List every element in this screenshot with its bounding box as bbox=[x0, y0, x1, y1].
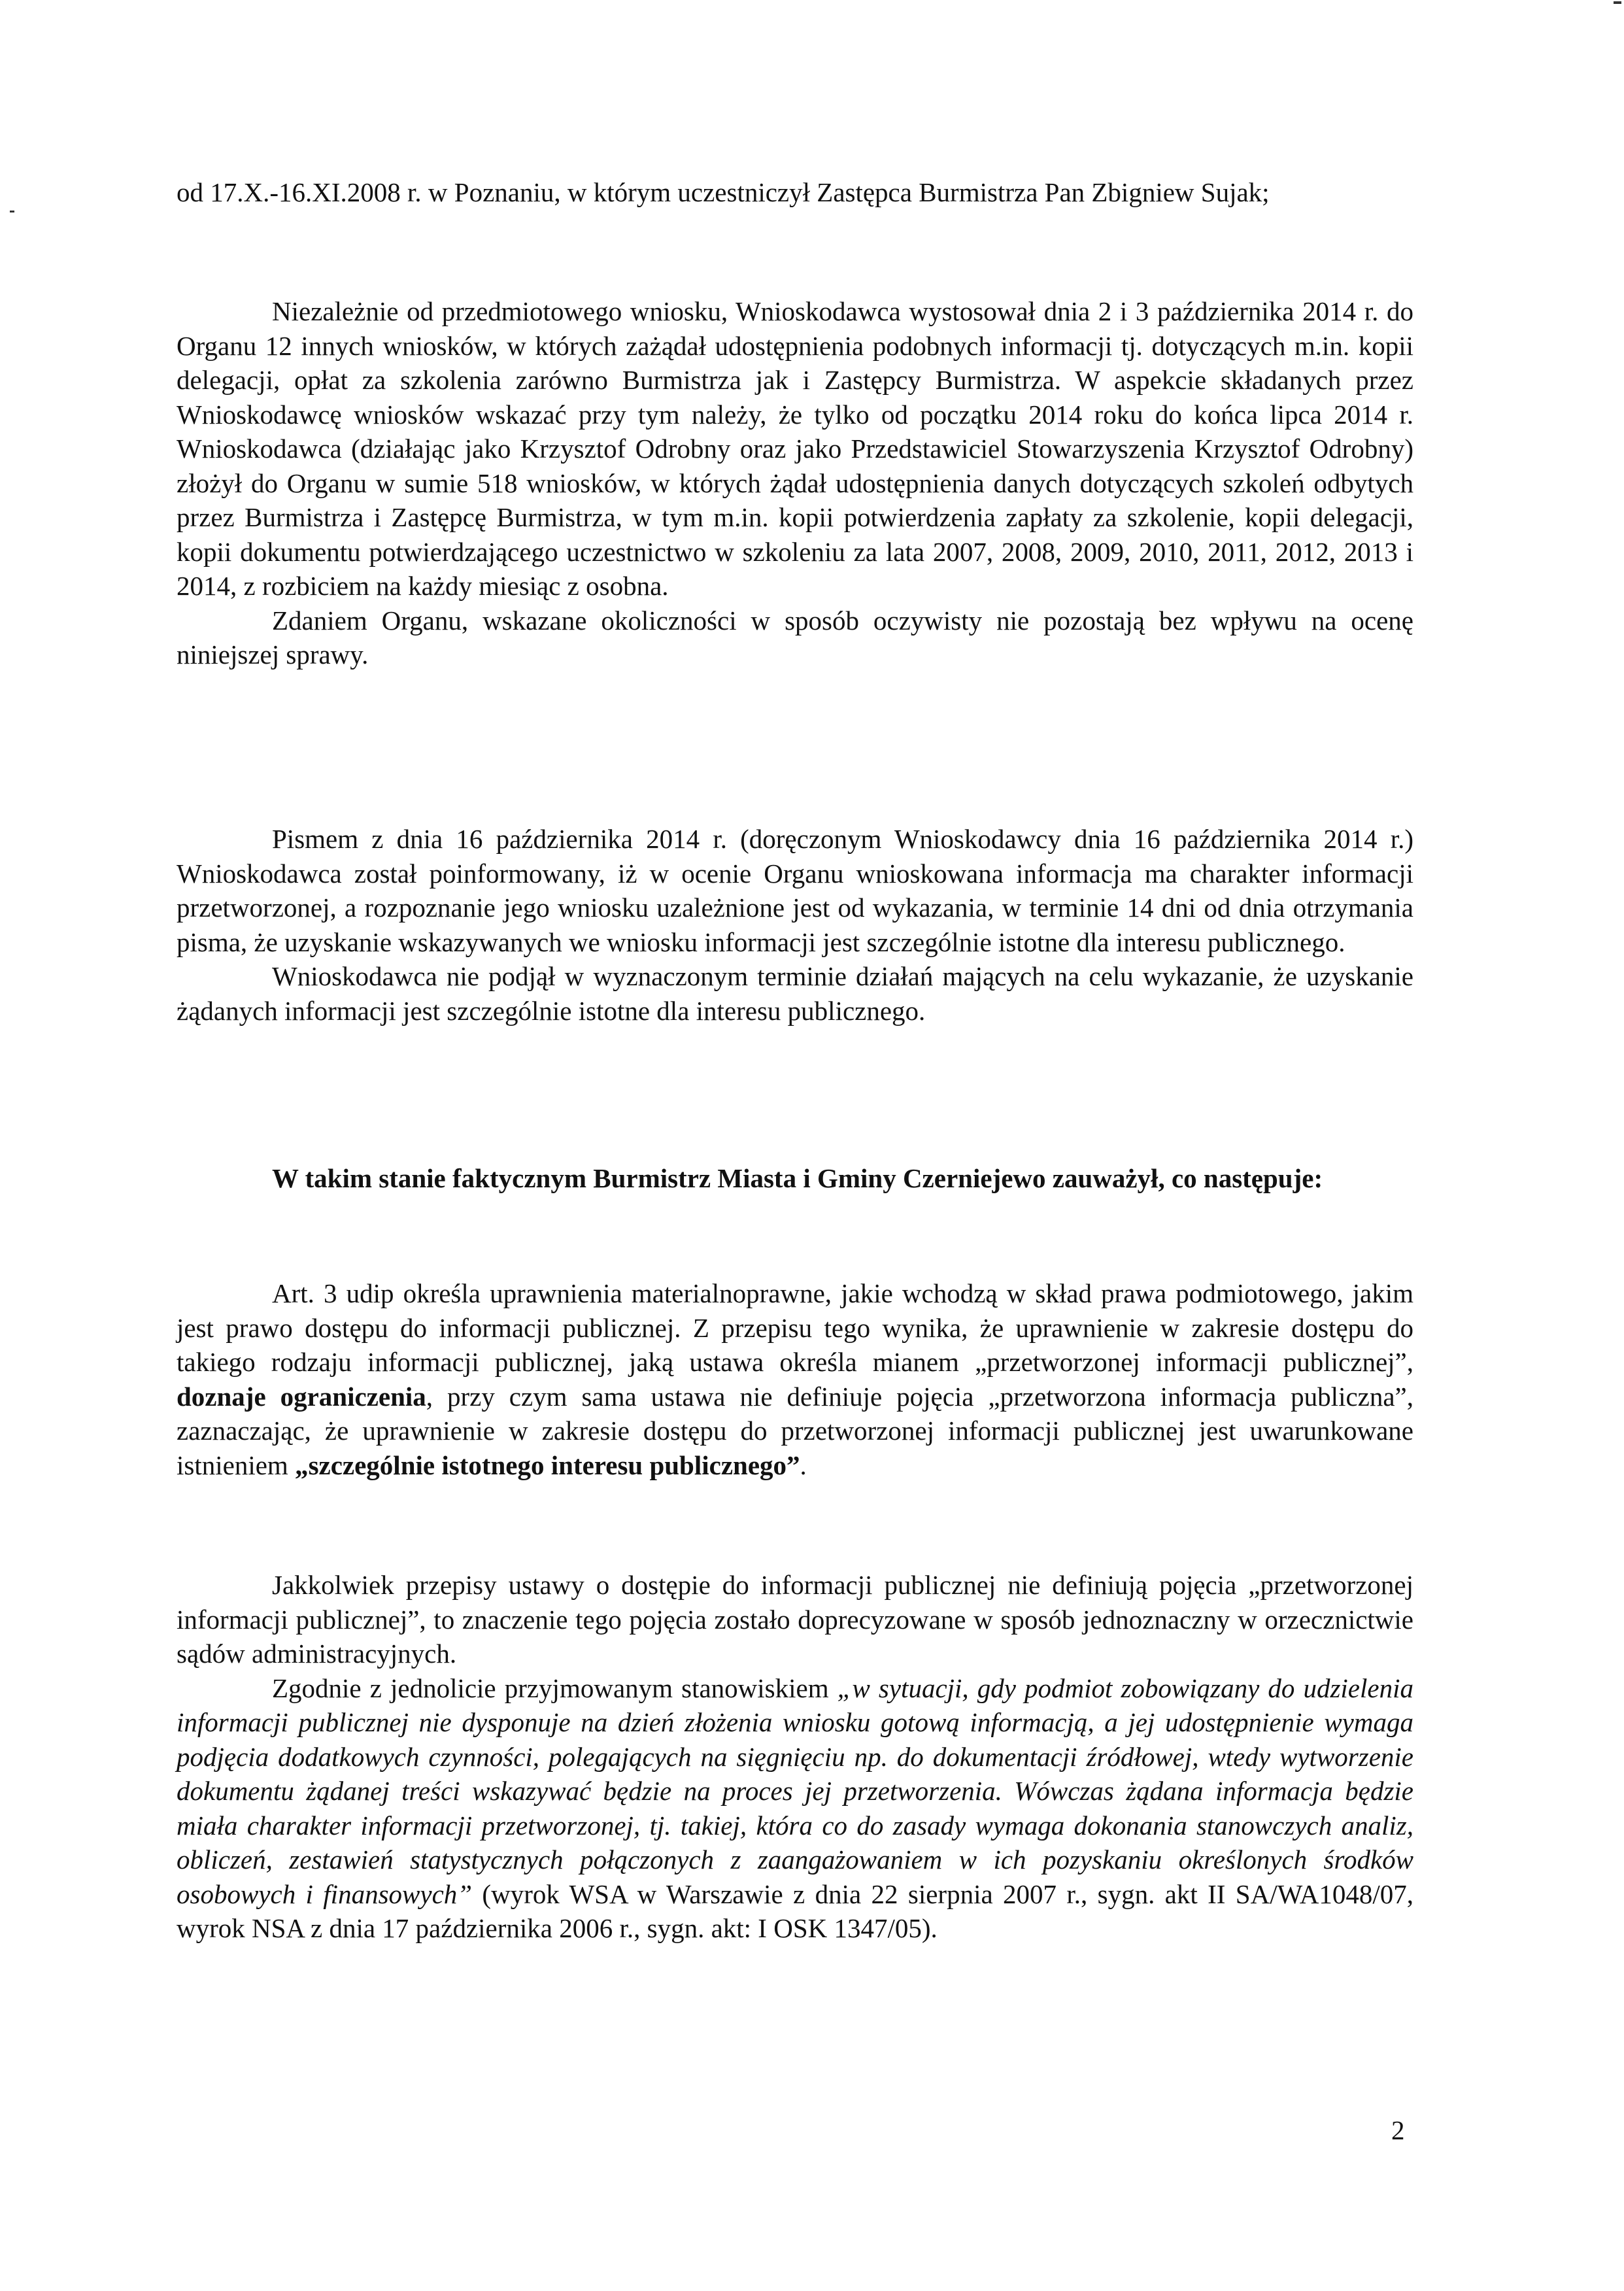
paragraph-letter: Pismem z dnia 16 października 2014 r. (doręczonym Wnioskodawcy dnia 16 października 2014 r.) Wnioskodawca został poinformowany, iż w ocenie Organu wnioskowana informacja ma charakter informacji przetworzonej, a rozpoznanie jego wniosku uzależnione jest od wykazania, w terminie 14 dni od dnia otrzymania pisma, że uzyskanie wskazywanych we wniosku informacji jest szczególnie istotne dla interesu publicznego. bbox=[177, 824, 1413, 957]
jurisprudence-quote: „w sytuacji, gdy podmiot zobowiązany do udzielenia informacji publicznej nie dysponuje na dzień złożenia wniosku gotową informacją, a jej udostępnienie wymaga podjęcia dodatkowych czynności, polegających na sięgnięciu np. do dokumentacji źródłowej, wtedy wytworzenie dokumentu żądanej treści wskazywać będzie na proces jej przetworzenia. Wówczas żądana informacja będzie miała charakter informacji przetworzonej, tj. takiej, która co do zasady wymaga dokonania stanowczych analiz, obliczeń, zestawień statystycznych połączonych z zaangażowaniem w ich pozyskaniu określonych środków osobowych i finansowych” bbox=[177, 1672, 1413, 1909]
text-block-opening bbox=[177, 175, 1413, 210]
scan-artifact-top-right bbox=[1614, 1, 1621, 4]
text-block-requests bbox=[177, 294, 1413, 672]
jurisprudence-citation: (wyrok WSA w Warszawie z dnia 22 sierpnia 2007 r., sygn. akt II SA/WA1048/07, wyrok NSA z dnia 17 października 2006 r., sygn. akt: I OSK 1347/05). bbox=[177, 1878, 1413, 1943]
scan-artifact-left-margin bbox=[10, 211, 14, 212]
art3-text-1: Art. 3 udip określa uprawnienia materialnoprawne, jakie wchodzą w skład prawa podmiotowego, jakim jest prawo dostępu do informacji publicznej. Z przepisu tego wynika, że uprawnienie w zakresie dostępu do takiego rodzaju informacji publicznej, jaką ustawa określa mianem „przetworzonej informacji publicznej”, bbox=[177, 1278, 1413, 1377]
paragraph-jurisprudence bbox=[177, 1671, 1413, 1946]
paragraph-art3 bbox=[177, 1276, 1413, 1482]
page-number: 2 bbox=[1391, 2115, 1405, 2145]
art3-bold-limitation: doznaje ograniczenia bbox=[177, 1381, 426, 1412]
text-block-letter bbox=[177, 822, 1413, 1028]
paragraph-no-action: Wnioskodawca nie podjął w wyznaczonym terminie działań mających na celu wykazanie, że uzyskanie żądanych informacji jest szczególnie istotne dla interesu publicznego. bbox=[177, 961, 1413, 1026]
jurisprudence-intro: Zgodnie z jednolicie przyjmowanym stanowiskiem bbox=[272, 1672, 837, 1703]
art3-text-3: . bbox=[800, 1450, 807, 1480]
text-block-art3 bbox=[177, 1276, 1413, 1482]
art3-text-2: , przy czym sama ustawa nie definiuje pojęcia „przetworzona informacja publiczna”, zaznaczając, że uprawnienie w zakresie dostępu do przetworzonej informacji publicznej jest uwarunkowane istnieniem bbox=[177, 1381, 1414, 1480]
paragraph-training-poznan: od 17.X.-16.XI.2008 r. w Poznaniu, w którym uczestniczył Zastępca Burmistrza Pan Zbigniew Sujak; bbox=[177, 177, 1270, 207]
paragraph-definition: Jakkolwiek przepisy ustawy o dostępie do informacji publicznej nie definiują pojęcia „przetworzonej informacji publicznej”, to znaczenie tego pojęcia zostało doprecyzowane w sposób jednoznaczny w orzecznictwie sądów administracyjnych. bbox=[177, 1570, 1413, 1669]
paragraph-organ-opinion: Zdaniem Organu, wskazane okoliczności w sposób oczywisty nie pozostają bez wpływu na ocenę niniejszej sprawy. bbox=[177, 605, 1413, 670]
art3-bold-public-interest: „szczególnie istotnego interesu publicznego” bbox=[295, 1450, 800, 1480]
text-block-case-law bbox=[177, 1568, 1413, 1946]
section-heading: W takim stanie faktycznym Burmistrz Miasta i Gminy Czerniejewo zauważył, co następuje: bbox=[272, 1163, 1323, 1193]
paragraph-other-requests: Niezależnie od przedmiotowego wniosku, Wnioskodawca wystosował dnia 2 i 3 października 2014 r. do Organu 12 innych wniosków, w których zażądał udostępnienia podobnych informacji tj. dotyczących m.in. kopii delegacji, opłat za szkolenia zarówno Burmistrza jak i Zastępcy Burmistrza. W aspekcie składanych przez Wnioskodawcę wniosków wskazać przy tym należy, że tylko od początku 2014 roku do końca lipca 2014 r. Wnioskodawca (działając jako Krzysztof Odrobny oraz jako Przedstawiciel Stowarzyszenia Krzysztof Odrobny) złożył do Organu w sumie 518 wniosków, w których żądał udostępnienia danych dotyczących szkoleń odbytych przez Burmistrza i Zastępcę Burmistrza, w tym m.in. kopii potwierdzenia zapłaty za szkolenie, kopii delegacji, kopii dokumentu potwierdzającego uczestnictwo w szkoleniu za lata 2007, 2008, 2009, 2010, 2011, 2012, 2013 i 2014, z rozbiciem na każdy miesiąc z osobna. bbox=[177, 296, 1413, 601]
